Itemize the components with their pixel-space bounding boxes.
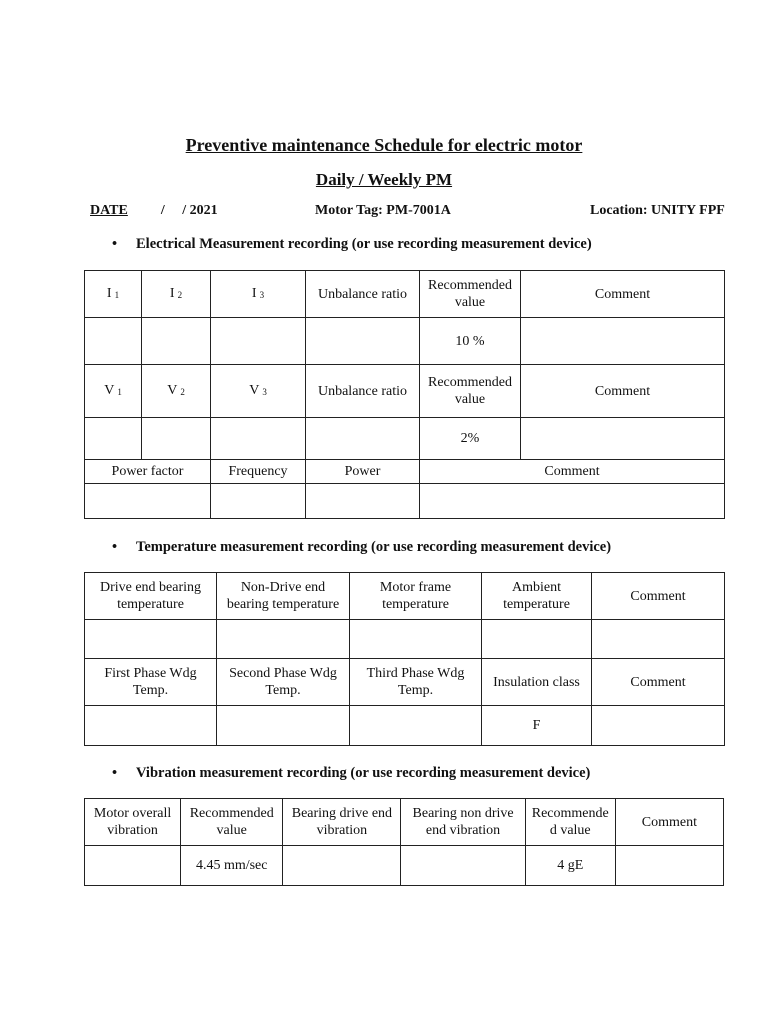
current-comment-value[interactable] bbox=[521, 318, 725, 365]
temperature-comment-header-1: Comment bbox=[592, 573, 725, 620]
bearing-non-drive-end-vibration-value[interactable] bbox=[401, 846, 525, 886]
electrical-table bbox=[84, 270, 725, 519]
temperature-table bbox=[84, 572, 725, 746]
current-unbalance-header: Unbalance ratio bbox=[306, 271, 420, 318]
temperature-comment-header-2: Comment bbox=[592, 659, 725, 706]
v3-value[interactable] bbox=[211, 418, 306, 460]
vibration-table bbox=[84, 798, 724, 886]
temperature-comment-value-2[interactable] bbox=[592, 706, 725, 746]
power-values-row bbox=[85, 484, 725, 519]
document-subtitle: Daily / Weekly PM bbox=[315, 170, 453, 189]
power-comment-value[interactable] bbox=[420, 484, 725, 519]
vibration-header-row bbox=[85, 799, 724, 846]
insulation-class-header: Insulation class bbox=[482, 659, 592, 706]
temperature-header-row-2 bbox=[85, 659, 725, 706]
v2-value[interactable] bbox=[142, 418, 211, 460]
third-phase-wdg-temp-header: Third Phase Wdg Temp. bbox=[350, 659, 482, 706]
voltage-comment-value[interactable] bbox=[521, 418, 725, 460]
electrical-heading-text: Electrical Measurement recording (or use recording measurement device) bbox=[136, 236, 592, 252]
date-value: / / 2021 bbox=[160, 203, 218, 218]
drive-end-bearing-temp-header: Drive end bearing temperature bbox=[85, 573, 217, 620]
v3-header: V $_3$ bbox=[211, 365, 306, 418]
motor-frame-temp-header: Motor frame temperature bbox=[350, 573, 482, 620]
temperature-comment-value-1[interactable] bbox=[592, 620, 725, 659]
second-phase-wdg-temp-value[interactable] bbox=[217, 706, 350, 746]
first-phase-wdg-temp-value[interactable] bbox=[85, 706, 217, 746]
vibration-recommended-value-1: 4.45 mm/sec bbox=[181, 846, 283, 886]
voltage-unbalance-value[interactable] bbox=[306, 418, 420, 460]
temperature-values-row-1 bbox=[85, 620, 725, 659]
i2-header: I $_2$ bbox=[142, 271, 211, 318]
vibration-heading-text: Vibration measurement recording (or use recording measurement device) bbox=[136, 765, 591, 781]
power-value[interactable] bbox=[306, 484, 420, 519]
v1-header: V $_1$ bbox=[85, 365, 142, 418]
voltage-recommended-value: 2% bbox=[420, 418, 521, 460]
vibration-recommended-value-2: 4 gE bbox=[525, 846, 615, 886]
i3-value[interactable] bbox=[211, 318, 306, 365]
vibration-comment-value[interactable] bbox=[615, 846, 723, 886]
bearing-non-drive-end-vibration-header: Bearing non drive end vibration bbox=[401, 799, 525, 846]
motor-overall-vibration-value[interactable] bbox=[85, 846, 181, 886]
temperature-heading-text: Temperature measurement recording (or use recording measurement device) bbox=[136, 539, 612, 555]
insulation-class-value: F bbox=[482, 706, 592, 746]
voltage-recommended-header: Recommended value bbox=[420, 365, 521, 418]
temperature-heading bbox=[112, 539, 611, 556]
v2-header: V $_2$ bbox=[142, 365, 211, 418]
non-drive-end-bearing-temp-value[interactable] bbox=[217, 620, 350, 659]
motor-overall-vibration-header: Motor overall vibration bbox=[85, 799, 181, 846]
voltage-header-row bbox=[85, 365, 725, 418]
i1-value[interactable] bbox=[85, 318, 142, 365]
temperature-header-row-1 bbox=[85, 573, 725, 620]
location: Location: UNITY FPF bbox=[590, 203, 725, 218]
vibration-recommended-header-2: Recommende d value bbox=[525, 799, 615, 846]
voltage-unbalance-header: Unbalance ratio bbox=[306, 365, 420, 418]
current-unbalance-value[interactable] bbox=[306, 318, 420, 365]
frequency-header: Frequency bbox=[211, 460, 306, 484]
first-phase-wdg-temp-header: First Phase Wdg Temp. bbox=[85, 659, 217, 706]
current-recommended-value: 10 % bbox=[420, 318, 521, 365]
drive-end-bearing-temp-value[interactable] bbox=[85, 620, 217, 659]
second-phase-wdg-temp-header: Second Phase Wdg Temp. bbox=[217, 659, 350, 706]
voltage-values-row bbox=[85, 418, 725, 460]
bearing-drive-end-vibration-header: Bearing drive end vibration bbox=[283, 799, 401, 846]
frequency-value[interactable] bbox=[211, 484, 306, 519]
current-header-row bbox=[85, 271, 725, 318]
power-factor-header: Power factor bbox=[85, 460, 211, 484]
current-comment-header: Comment bbox=[521, 271, 725, 318]
voltage-comment-header: Comment bbox=[521, 365, 725, 418]
current-recommended-header: Recommended value bbox=[420, 271, 521, 318]
bullet-dot-icon: • bbox=[112, 765, 118, 781]
power-header: Power bbox=[306, 460, 420, 484]
non-drive-end-bearing-temp-header: Non-Drive end bearing temperature bbox=[217, 573, 350, 620]
motor-tag: Motor Tag: PM-7001A bbox=[315, 203, 451, 218]
vibration-heading bbox=[112, 765, 590, 782]
v1-value[interactable] bbox=[85, 418, 142, 460]
i2-value[interactable] bbox=[142, 318, 211, 365]
date-field bbox=[90, 203, 218, 219]
temperature-values-row-2 bbox=[85, 706, 725, 746]
date-label: DATE bbox=[90, 203, 128, 218]
i3-header: I $_3$ bbox=[211, 271, 306, 318]
i1-header: I $_1$ bbox=[85, 271, 142, 318]
power-factor-value[interactable] bbox=[85, 484, 211, 519]
electrical-heading bbox=[112, 236, 592, 253]
power-header-row bbox=[85, 460, 725, 484]
ambient-temp-header: Ambient temperature bbox=[482, 573, 592, 620]
bullet-dot-icon: • bbox=[112, 539, 118, 555]
vibration-recommended-header-1: Recommended value bbox=[181, 799, 283, 846]
motor-frame-temp-value[interactable] bbox=[350, 620, 482, 659]
document-title: Preventive maintenance Schedule for electric motor bbox=[185, 135, 583, 155]
vibration-comment-header: Comment bbox=[615, 799, 723, 846]
third-phase-wdg-temp-value[interactable] bbox=[350, 706, 482, 746]
current-values-row bbox=[85, 318, 725, 365]
power-comment-header: Comment bbox=[420, 460, 725, 484]
bullet-dot-icon: • bbox=[112, 236, 118, 252]
vibration-values-row bbox=[85, 846, 724, 886]
bearing-drive-end-vibration-value[interactable] bbox=[283, 846, 401, 886]
ambient-temp-value[interactable] bbox=[482, 620, 592, 659]
